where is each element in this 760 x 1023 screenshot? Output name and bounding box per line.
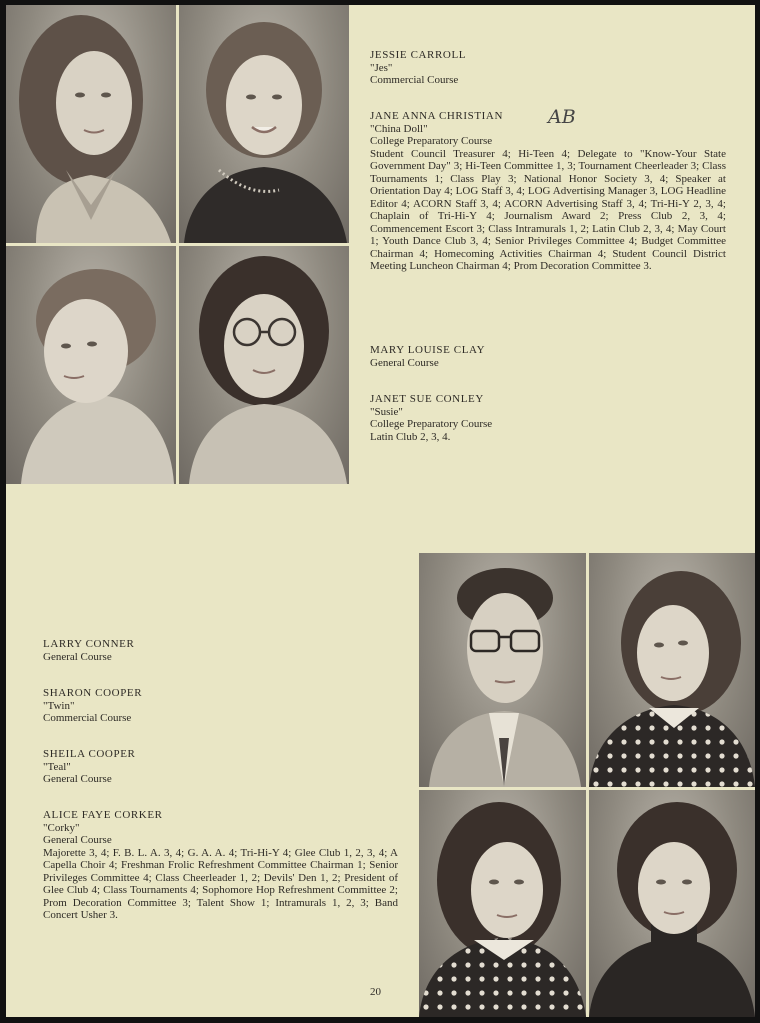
portrait-photo-jessie-carroll [6,5,176,243]
student-entry-sharon-cooper [43,687,398,725]
page-number: 20 [370,986,381,998]
student-course: College Preparatory Course [370,135,493,147]
student-name: LARRY CONNER [43,638,135,650]
portrait-photo-jane-anna-christian [179,5,349,243]
student-entry-jessie-carroll [370,49,726,87]
student-nickname: "Corky" [43,821,80,834]
portrait-photo-sharon-cooper [589,553,755,787]
student-name: MARY LOUISE CLAY [370,344,486,356]
student-course: General Course [43,650,112,663]
student-name: JANET SUE CONLEY [370,393,484,405]
student-entry-mary-louise-clay [370,344,726,369]
student-entry-janet-sue-conley [370,393,726,443]
student-name: SHEILA COOPER [43,748,136,760]
student-name: ALICE FAYE CORKER [43,809,163,821]
student-entry-alice-faye-corker [43,809,398,922]
portrait-photo-mary-louise-clay [6,246,176,484]
student-nickname: "Twin" [43,699,75,712]
student-nickname: "Teal" [43,760,71,773]
yearbook-page [6,5,755,1017]
student-name: JESSIE CARROLL [370,49,467,61]
student-activities: Majorette 3, 4; F. B. L. A. 3, 4; G. A. A. 4; Tri-Hi-Y 4; Glee Club 1, 2, 3, 4; A Capella Choir 4; Freshman Frolic Refreshment Committee Chairman 1; Senior Privileges Committee 4; Class Cheerleader 1, 2; Devils' Den 1, 2; President of Glee Club 4; Class Tournaments 4; Sophomore Hop Refreshment Committee 2; Prom Decoration Committee 3; Talent Show 1; Intramurals 1, 2, 3; Band Concert Usher 3. [43,846,398,921]
student-activities: Student Council Treasurer 4; Hi-Teen 4; Delegate to "Know-Your State Government Day" 3; Hi-Teen Committee 1, 3; Tournament Cheerleader 3; Class Tournaments 1; Class Play 3; National Honor Society 3, 4; Speaker at Orientation Day 4; LOG Staff 3, 4; LOG Advertising Manager 3, LOG Headline Editor 4; ACORN Staff 3, 4; ACORN Advertising Staff 3, 4; Tri-Hi-Y 2, 3, 4; Chaplain of Tri-Hi-Y 4; Journalism Award 2; Press Club 2, 3, 4; Commencement Escort 3; Class Intramurals 1, 2; Latin Club 2, 3, 4; May Court 1; Youth Dance Club 3, 4; Senior Privileges Committee 4; Budget Committee Chairman 4; Homecoming Activities Chairman 4; Student Council District Meeting Luncheon Chairman 4; Prom Decoration Committee 3. [370,147,726,272]
student-course: Commercial Course [370,74,459,86]
student-course: General Course [43,773,112,785]
student-course: Commercial Course [43,712,132,724]
handwritten-annotation: AB [548,106,576,128]
student-entry-sheila-cooper [43,748,398,786]
student-name: SHARON COOPER [43,687,143,699]
student-nickname: "Susie" [370,405,403,418]
portrait-photo-alice-faye-corker [589,790,755,1017]
student-nickname: "China Doll" [370,122,428,135]
student-course: General Course [43,834,112,846]
student-name: JANE ANNA CHRISTIAN [370,110,504,122]
student-course: General Course [370,356,439,369]
student-nickname: "Jes" [370,61,393,74]
student-course: College Preparatory Course [370,418,493,430]
student-activities: Latin Club 2, 3, 4. [370,430,451,443]
portrait-photo-janet-sue-conley [179,246,349,484]
student-entry-jane-anna-christian [370,110,726,273]
portrait-photo-sheila-cooper [419,790,586,1017]
student-entry-larry-conner [43,638,398,663]
portrait-photo-larry-conner [419,553,586,787]
